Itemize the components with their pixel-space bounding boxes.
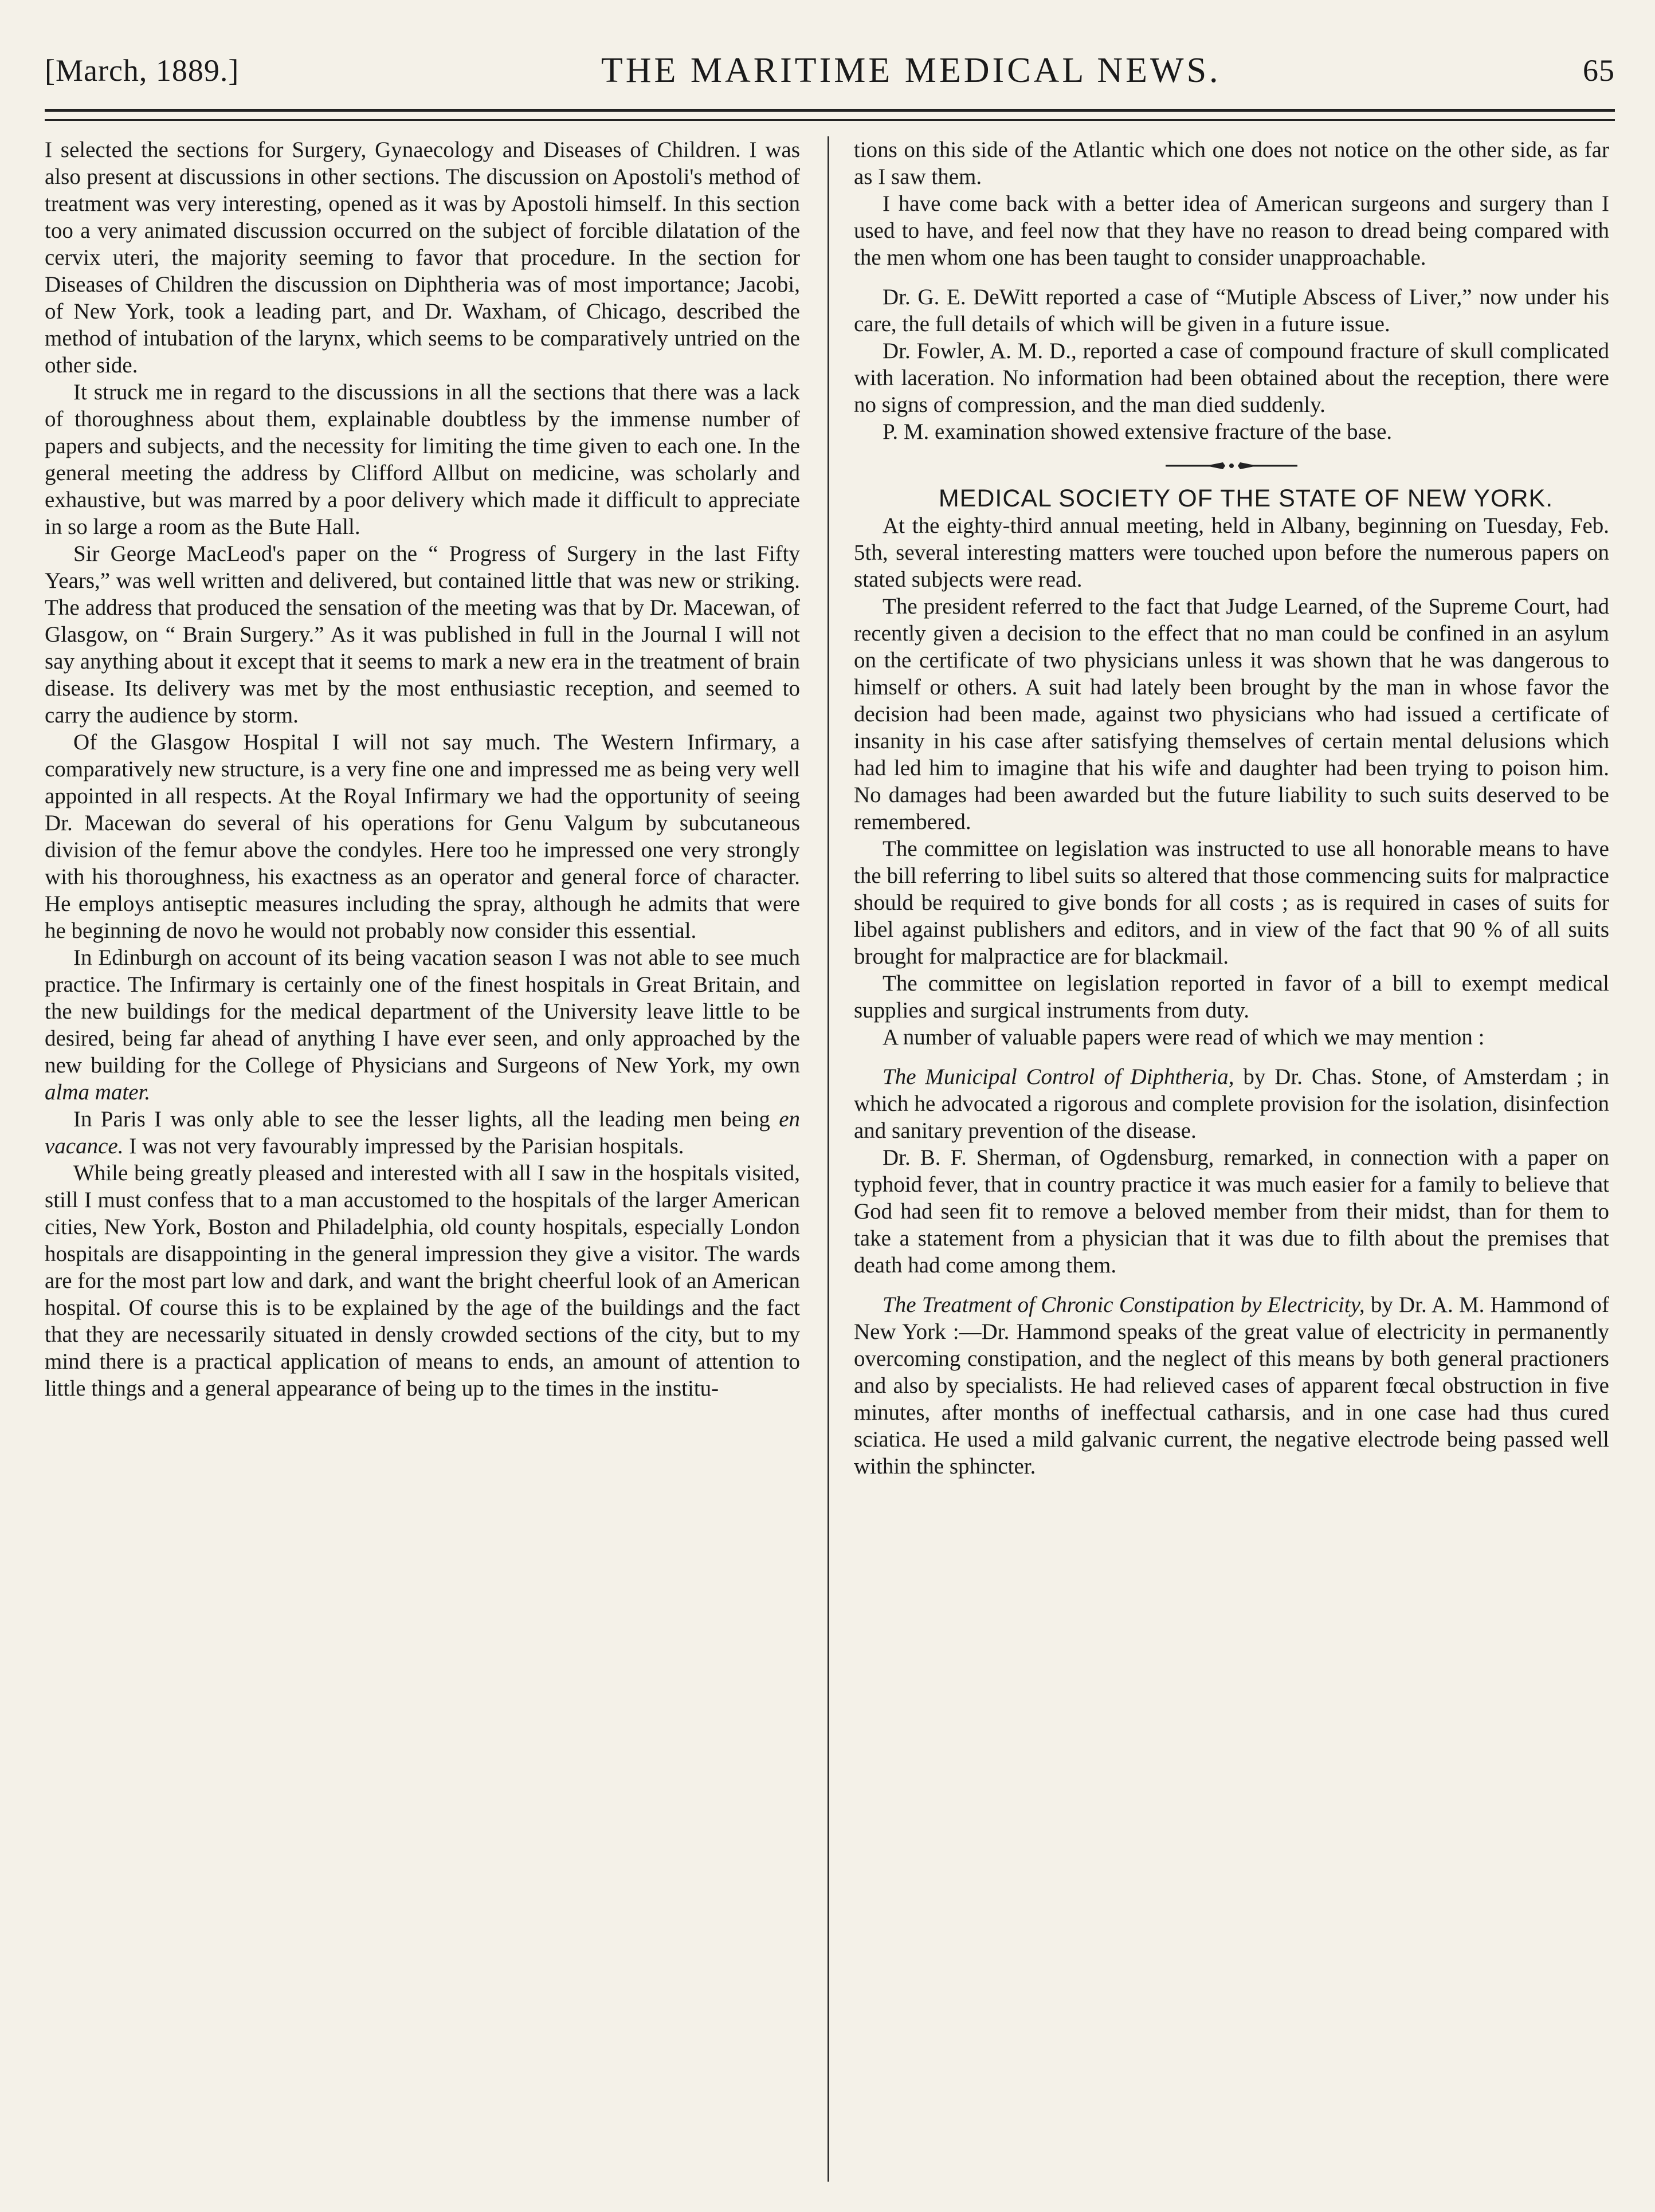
issue-date: [March, 1889.] [45,53,240,88]
italic-phrase: en vacance. [45,1107,800,1158]
paragraph: It struck me in regard to the discussions in all the sections that there was a lack of thoroughness about them, explainable doubtless by the immense number of papers and subjects, and the necessity for limiting the time given to each one. In the general meeting the address by Clifford Allbut on medicine, was scholarly and exhaustive, but was marred by a poor delivery which made it difficult to appreciate in so large a room as the Bute Hall. [45,380,800,539]
journal-page [45,45,1615,2187]
paragraph [45,944,800,1106]
column-divider [828,136,829,2182]
paragraph [854,1291,1609,1480]
paragraph: tions on this side of the Atlantic which one does not notice on the other side, as far as I saw them. [854,137,1609,189]
paragraph: The committee on legislation reported in favor of a bill to exempt medical supplies and surgical instruments from duty. [854,971,1609,1023]
ornament-icon [1166,460,1297,472]
header-rule-thin [45,119,1615,121]
paragraph-text: by Dr. A. M. Hammond of New York :—Dr. Hammond speaks of the great value of electricity in permanently overcoming constipation, and the neglect of this means by both general practioners and also by specialists. He had relieved cases of apparent fœcal obstruction in five minutes, after months of ineffectual catharsis, and in one case had thus cured sciatica. He used a mild galvanic current, the negative electrode being passed well within the sphincter. [854,1292,1609,1479]
paragraph: At the eighty-third annual meeting, held in Albany, beginning on Tuesday, Feb. 5th, several interesting matters were touched upon before the numerous papers on stated subjects were read. [854,513,1609,592]
paragraph: The president referred to the fact that Judge Learned, of the Supreme Court, had recently given a decision to the effect that no man could be confined in an asylum on the certificate of two physicians unless it was shown that he was dangerous to himself or others. A suit had lately been brought by the man in whose favor the decision had been made, against two physicians who had issued a certificate of insanity in his case after satisfying themselves of certain mental delusions which had led him to imagine that his wife and daughter had been trying to poison him. No damages had been awarded but the future liability to such suits deserved to be remembered. [854,594,1609,834]
section-heading: MEDICAL SOCIETY OF THE STATE OF NEW YORK. [938,485,1554,512]
journal-title: THE MARITIME MEDICAL NEWS. [601,50,1221,90]
running-header [45,45,1615,96]
italic-phrase: alma mater. [45,1080,151,1105]
paper-title: The Municipal Control of Diphtheria, [883,1064,1234,1089]
paragraph-text: by Dr. Chas. Stone, of Amsterdam ; in which he advocated a rigorous and complete provision for the isolation, disinfection and sanitary prevention of the disease. [854,1064,1609,1143]
paragraph-text: I was not very favourably impressed by the Parisian hospitals. [129,1134,684,1158]
section-ornament [854,460,1609,472]
paragraph [854,1063,1609,1144]
paragraph-text: In Edinburgh on account of its being vacation season I was not able to see much practice. The Infirmary is certainly one of the finest hospitals in Great Britain, and the new buildings for the medical department of the University leave little to be desired, being far ahead of anything I have ever seen, and only approached by the new building for the College of Physicians and Surgeons of New York, my own [45,945,800,1078]
header-rule-thick [45,109,1615,112]
paragraph: Sir George MacLeod's paper on the “ Progress of Surgery in the last Fifty Years,” was well written and delivered, but contained little that was new or striking. The address that produced the sensation of the meeting was that by Dr. Macewan, of Glasgow, on “ Brain Surgery.” As it was published in full in the Journal I will not say anything about it except that it seems to mark a new era in the treatment of brain disease. Its delivery was met by the most enthusiastic reception, and seemed to carry the audience by storm. [45,541,800,728]
paragraph: Dr. B. F. Sherman, of Ogdensburg, remarked, in connection with a paper on typhoid fever, that in country practice it was much easier for a family to believe that God had seen fit to remove a beloved member from their midst, than for them to take a statement from a physician that it was due to filth about the premises that death had come among them. [854,1145,1609,1278]
paragraph: The committee on legislation was instructed to use all honorable means to have the bill referring to libel suits so altered that those commencing suits for malpractice should be required to give bonds for all costs ; as is required in cases of suits for libel against publishers and editors, and in view of the fact that 90 % of all suits brought for malpractice are for blackmail. [854,836,1609,969]
right-column [854,136,1609,2176]
paragraph: P. M. examination showed extensive fracture of the base. [883,419,1393,444]
paragraph-text: In Paris I was only able to see the lesser lights, all the leading men being [73,1107,770,1131]
paper-title: The Treatment of Chronic Constipation by Electricity, [883,1292,1365,1317]
paragraph [45,1106,800,1160]
paragraph: Dr. G. E. DeWitt reported a case of “Mutiple Abscess of Liver,” now under his care, the full details of which will be given in a future issue. [854,285,1609,336]
paragraph: Of the Glasgow Hospital I will not say much. The Western Infirmary, a comparatively new structure, is a very fine one and impressed me as being very well appointed in all respects. At the Royal Infirmary we had the opportunity of seeing Dr. Macewan do several of his operations for Genu Valgum by subcutaneous division of the femur above the condyles. Here too he impressed one very strongly with his thoroughness, his exactness as an operator and general force of character. He employs antiseptic measures including the spray, although he admits that were he beginning de novo he would not probably now consider this essential. [45,730,800,943]
paragraph: I selected the sections for Surgery, Gynaecology and Diseases of Children. I was also present at discussions in other sections. The discussion on Apostoli's method of treatment was very interesting, opened as it was by Apostoli himself. In this section too a very animated discussion occurred on the subject of forcible dilatation of the cervix uteri, the majority seeming to favor that procedure. In the section for Diseases of Children the discussion on Diphtheria was of most importance; Jacobi, of New York, took a leading part, and Dr. Waxham, of Chicago, described the method of intubation of the larynx, which seems to be comparatively untried on the other side. [45,137,800,378]
paragraph: Dr. Fowler, A. M. D., reported a case of compound fracture of skull complicated with laceration. No information had been obtained about the reception, there were no signs of compression, and the man died suddenly. [854,339,1609,417]
page-number: 65 [1583,53,1615,88]
paragraph: I have come back with a better idea of American surgeons and surgery than I used to have, and feel now that they have no reason to dread being compared with the men whom one has been taught to consider unapproachable. [854,191,1609,270]
paragraph: A number of valuable papers were read of which we may mention : [883,1025,1485,1050]
left-column [45,136,800,2176]
paragraph: While being greatly pleased and interested with all I saw in the hospitals visited, still I must confess that to a man accustomed to the hospitals of the larger American cities, New York, Boston and Philadelphia, old county hospitals, especially London hospitals are disappointing in the general impression they give a visitor. The wards are for the most part low and dark, and want the bright cheerful look of an American hospital. Of course this is to be explained by the age of the buildings and the fact that they are necessarily situated in densly crowded sections of the city, but to my mind there is a practical application of means to ends, an amount of attention to little things and a general appearance of being up to the times in the institu- [45,1161,800,1401]
